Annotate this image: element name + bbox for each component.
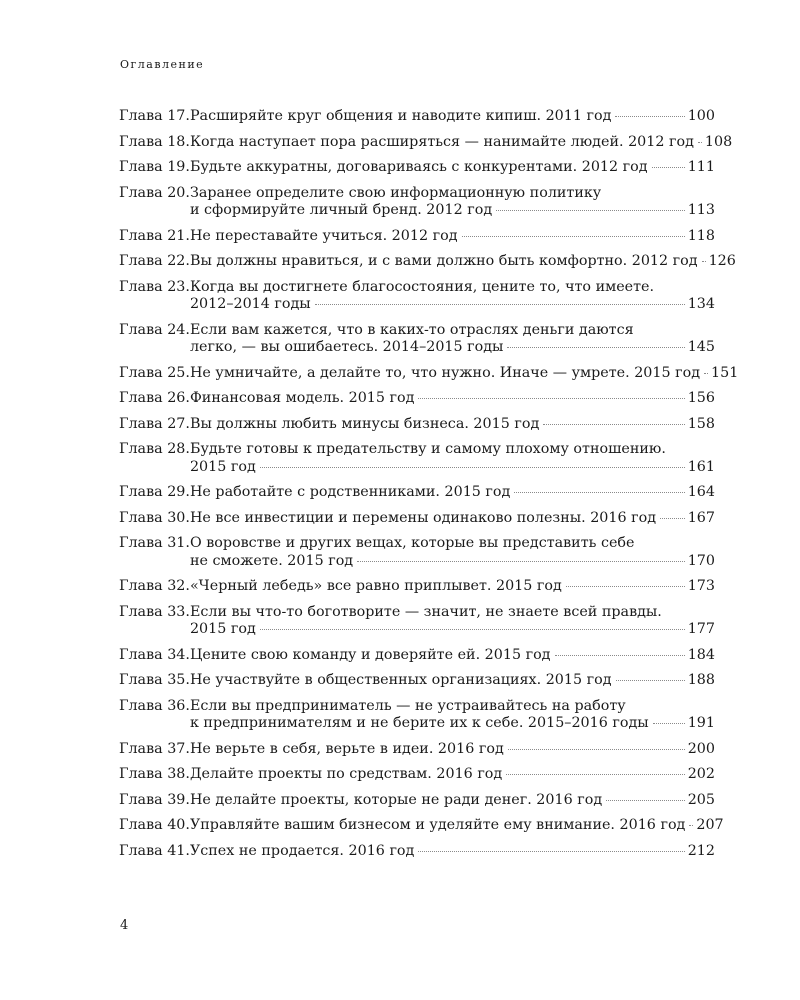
toc-page-number: 184 bbox=[687, 646, 715, 663]
dot-leader bbox=[496, 210, 685, 211]
toc-chapter-number: Глава 22. bbox=[119, 253, 190, 269]
toc-page-number: 191 bbox=[687, 715, 715, 731]
toc-chapter-title bbox=[190, 698, 715, 733]
toc-page-number: 188 bbox=[687, 672, 715, 688]
toc-entry[interactable] bbox=[119, 390, 715, 408]
table-of-contents bbox=[119, 108, 739, 868]
toc-entry[interactable] bbox=[119, 279, 715, 314]
toc-title-line: Когда вы достигнете благосостояния, цените то, что имеете. bbox=[189, 278, 655, 295]
toc-entry[interactable] bbox=[119, 159, 715, 177]
toc-chapter-title bbox=[190, 843, 715, 861]
toc-page-number: 118 bbox=[687, 227, 715, 244]
toc-chapter-number: Глава 39. bbox=[119, 791, 190, 808]
toc-entry[interactable] bbox=[119, 364, 739, 383]
toc-entry[interactable] bbox=[119, 322, 715, 357]
toc-chapter-title bbox=[190, 390, 715, 408]
toc-chapter-title bbox=[189, 133, 733, 152]
toc-title-line: Будьте аккуратны, договариваясь с конкурентами. 2012 год bbox=[189, 159, 648, 175]
toc-title-line: не сможете. 2015 год bbox=[189, 552, 354, 569]
toc-page-number: 167 bbox=[687, 509, 715, 526]
toc-entry[interactable] bbox=[119, 672, 715, 690]
toc-title-line: Финансовая модель. 2015 год bbox=[189, 390, 415, 406]
toc-chapter-title bbox=[190, 792, 715, 810]
toc-page-number: 145 bbox=[687, 339, 715, 355]
toc-entry[interactable] bbox=[119, 604, 715, 639]
toc-chapter-title bbox=[190, 741, 715, 759]
toc-chapter-number: Глава 28. bbox=[119, 441, 190, 457]
toc-entry[interactable] bbox=[119, 510, 715, 528]
toc-entry[interactable] bbox=[119, 416, 715, 434]
toc-chapter-title bbox=[190, 159, 715, 177]
toc-title-line: Будьте готовы к предательству и самому плохому отношению. bbox=[189, 441, 666, 457]
toc-entry[interactable] bbox=[119, 108, 715, 126]
toc-chapter-title bbox=[190, 484, 715, 502]
toc-entry[interactable] bbox=[119, 535, 715, 570]
toc-chapter-number: Глава 25. bbox=[119, 364, 190, 381]
toc-title-line: Делайте проекты по средствам. 2016 год bbox=[189, 766, 503, 782]
toc-chapter-number: Глава 38. bbox=[119, 766, 190, 782]
toc-chapter-title bbox=[190, 535, 715, 570]
toc-chapter-number: Глава 34. bbox=[119, 646, 190, 663]
toc-chapter-number: Глава 17. bbox=[119, 108, 190, 124]
dot-leader bbox=[260, 467, 685, 468]
toc-chapter-number: Глава 23. bbox=[119, 278, 190, 295]
dot-leader bbox=[566, 586, 685, 587]
toc-title-line: Не умничайте, а делайте то, что нужно. Иначе — умрете. 2015 год bbox=[189, 364, 701, 381]
toc-page-number: 100 bbox=[687, 108, 715, 124]
toc-chapter-number: Глава 29. bbox=[119, 484, 190, 500]
toc-title-line: Цените свою команду и доверяйте ей. 2015 год bbox=[189, 646, 551, 663]
toc-chapter-number: Глава 18. bbox=[119, 133, 190, 150]
dot-leader bbox=[418, 398, 684, 399]
dot-leader bbox=[357, 561, 685, 562]
dot-leader bbox=[616, 680, 685, 681]
toc-chapter-number: Глава 33. bbox=[119, 603, 190, 620]
toc-title-line: Не верьте в себя, верьте в идеи. 2016 год bbox=[189, 740, 504, 757]
toc-chapter-title bbox=[190, 228, 715, 246]
toc-page-number: 200 bbox=[687, 740, 715, 757]
toc-chapter-title bbox=[190, 578, 715, 596]
toc-chapter-title bbox=[189, 817, 724, 835]
dot-leader bbox=[698, 142, 702, 143]
toc-entry[interactable] bbox=[119, 647, 715, 665]
toc-title-line: Не все инвестиции и перемены одинаково полезны. 2016 год bbox=[189, 509, 657, 526]
toc-page-number: 177 bbox=[687, 621, 715, 637]
toc-title-line: 2012–2014 годы bbox=[189, 296, 311, 312]
toc-entry[interactable] bbox=[119, 441, 715, 476]
toc-chapter-title bbox=[190, 322, 715, 357]
dot-leader bbox=[260, 629, 685, 630]
toc-title-line: 2015 год bbox=[189, 621, 256, 637]
toc-entry[interactable] bbox=[119, 484, 715, 502]
toc-title-line: Не участвуйте в общественных организациях. 2015 год bbox=[189, 672, 612, 688]
toc-entry[interactable] bbox=[119, 133, 733, 152]
toc-chapter-title bbox=[190, 604, 715, 639]
toc-page-number: 202 bbox=[687, 766, 715, 782]
toc-title-line: Заранее определите свою информационную политику bbox=[189, 184, 602, 201]
toc-page-number: 111 bbox=[687, 159, 715, 175]
dot-leader bbox=[506, 774, 684, 775]
toc-title-line: Если вы предприниматель — не устраивайтесь на работу bbox=[189, 697, 626, 714]
toc-chapter-title bbox=[190, 672, 715, 690]
dot-leader bbox=[689, 825, 693, 826]
toc-page-number: 173 bbox=[687, 578, 715, 594]
toc-title-line: «Черный лебедь» все равно приплывет. 2015 год bbox=[189, 578, 562, 594]
dot-leader bbox=[555, 655, 685, 656]
toc-entry[interactable] bbox=[119, 792, 715, 810]
toc-chapter-number: Глава 30. bbox=[119, 509, 190, 526]
dot-leader bbox=[543, 424, 684, 425]
toc-title-line: Вы должны любить минусы бизнеса. 2015 год bbox=[189, 415, 540, 432]
toc-title-line: Успех не продается. 2016 год bbox=[189, 842, 415, 859]
toc-chapter-title bbox=[190, 510, 715, 528]
toc-title-line: легко, — вы ошибаетесь. 2014–2015 годы bbox=[189, 339, 504, 355]
dot-leader bbox=[508, 749, 685, 750]
toc-page-number: 126 bbox=[708, 253, 736, 269]
toc-chapter-title bbox=[190, 416, 715, 434]
toc-page-number: 156 bbox=[687, 390, 715, 406]
toc-title-line: Управляйте вашим бизнесом и уделяйте ему внимание. 2016 год bbox=[189, 817, 686, 833]
toc-title-line: 2015 год bbox=[189, 458, 256, 475]
toc-chapter-number: Глава 20. bbox=[119, 184, 190, 201]
toc-chapter-number: Глава 41. bbox=[119, 842, 190, 859]
toc-page-number: 207 bbox=[696, 817, 724, 833]
toc-chapter-number: Глава 24. bbox=[119, 321, 190, 338]
toc-chapter-number: Глава 26. bbox=[119, 390, 190, 406]
toc-page-number: 134 bbox=[687, 296, 715, 312]
toc-title-line: Не делайте проекты, которые не ради денег. 2016 год bbox=[189, 791, 603, 808]
dot-leader bbox=[606, 800, 685, 801]
toc-chapter-title bbox=[190, 108, 715, 126]
toc-entry[interactable] bbox=[119, 253, 736, 271]
toc-page-number: 151 bbox=[711, 364, 739, 381]
dot-leader bbox=[418, 851, 684, 852]
toc-chapter-number: Глава 27. bbox=[119, 415, 190, 432]
toc-chapter-title bbox=[190, 185, 715, 220]
dot-leader bbox=[652, 167, 685, 168]
toc-chapter-number: Глава 37. bbox=[119, 740, 190, 757]
toc-title-line: Если вы что-то боготворите — значит, не знаете всей правды. bbox=[189, 603, 662, 620]
toc-chapter-number: Глава 40. bbox=[119, 817, 190, 833]
toc-chapter-number: Глава 32. bbox=[119, 578, 190, 594]
toc-chapter-number: Глава 36. bbox=[119, 697, 190, 714]
toc-title-line: Вы должны нравиться, и с вами должно быть комфортно. 2012 год bbox=[189, 253, 698, 269]
toc-title-line: Расширяйте круг общения и наводите кипиш. 2011 год bbox=[189, 108, 612, 124]
toc-page-number: 108 bbox=[704, 133, 733, 150]
toc-page-number: 158 bbox=[687, 415, 715, 432]
page-number: 4 bbox=[120, 918, 129, 933]
dot-leader bbox=[615, 116, 684, 117]
toc-chapter-title bbox=[190, 441, 715, 476]
toc-chapter-title bbox=[189, 364, 739, 383]
dot-leader bbox=[507, 347, 684, 348]
toc-chapter-number: Глава 35. bbox=[119, 672, 190, 688]
dot-leader bbox=[704, 373, 708, 374]
toc-entry[interactable] bbox=[119, 843, 715, 861]
toc-entry[interactable] bbox=[119, 817, 724, 835]
toc-page-number: 212 bbox=[687, 842, 715, 859]
toc-chapter-title bbox=[190, 766, 715, 784]
toc-entry[interactable] bbox=[119, 698, 715, 733]
toc-page-number: 113 bbox=[687, 202, 715, 218]
toc-entry[interactable] bbox=[119, 228, 715, 246]
dot-leader bbox=[462, 236, 685, 237]
toc-title-line: Если вам кажется, что в каких-то отраслях деньги даются bbox=[189, 321, 634, 338]
toc-title-line: Не переставайте учиться. 2012 год bbox=[189, 227, 458, 244]
toc-page-number: 164 bbox=[687, 484, 715, 500]
toc-page-number: 205 bbox=[687, 791, 715, 808]
toc-chapter-title bbox=[190, 279, 715, 314]
toc-chapter-number: Глава 21. bbox=[119, 227, 190, 244]
dot-leader bbox=[702, 261, 706, 262]
toc-chapter-number: Глава 31. bbox=[119, 535, 190, 551]
toc-entry[interactable] bbox=[119, 185, 715, 220]
toc-title-line: Когда наступает пора расширяться — нанимайте людей. 2012 год bbox=[189, 133, 694, 150]
toc-title-line: О воровстве и других вещах, которые вы представить себе bbox=[189, 535, 635, 551]
toc-entry[interactable] bbox=[119, 766, 715, 784]
dot-leader bbox=[660, 518, 685, 519]
toc-entry[interactable] bbox=[119, 741, 715, 759]
toc-page-number: 161 bbox=[687, 458, 715, 475]
dot-leader bbox=[315, 304, 685, 305]
toc-page-number: 170 bbox=[687, 552, 715, 569]
toc-title-line: к предпринимателям и не берите их к себе. 2015–2016 годы bbox=[189, 715, 649, 731]
toc-title-line: и сформируйте личный бренд. 2012 год bbox=[189, 202, 493, 218]
toc-entry[interactable] bbox=[119, 578, 715, 596]
toc-chapter-title bbox=[190, 647, 715, 665]
toc-title-line: Не работайте с родственниками. 2015 год bbox=[189, 484, 511, 500]
toc-chapter-title bbox=[189, 253, 736, 271]
running-head: Оглавление bbox=[120, 58, 205, 71]
dot-leader bbox=[653, 723, 685, 724]
dot-leader bbox=[514, 492, 684, 493]
toc-chapter-number: Глава 19. bbox=[119, 159, 190, 175]
